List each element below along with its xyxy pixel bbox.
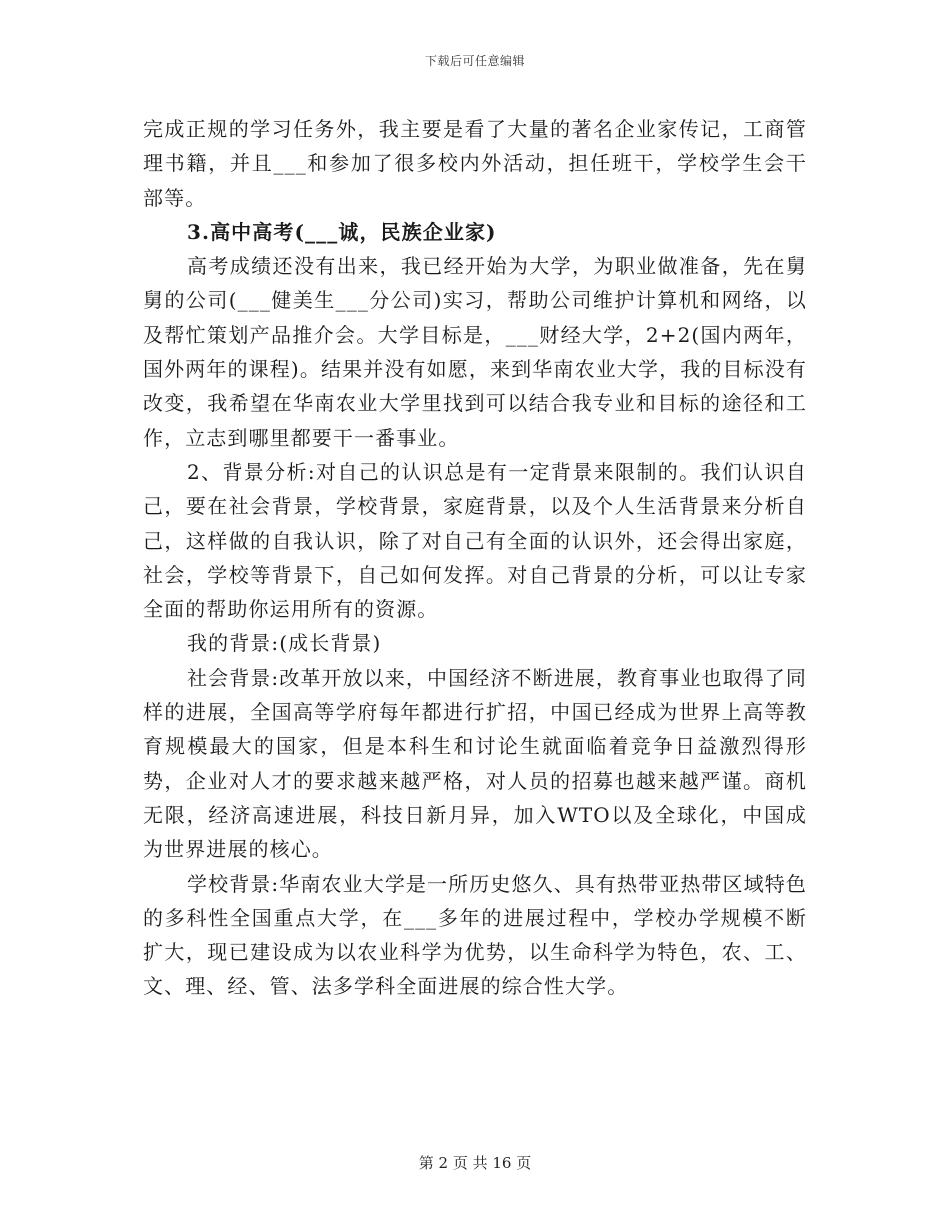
page-header-note: 下载后可任意编辑 [424, 54, 525, 68]
paragraph-background-analysis: 2、背景分析:对自己的认识总是有一定背景来限制的。我们认识自己，要在社会背景，学校背景，家庭背景，以及个人生活背景来分析自己，这样做的自我认识，除了对自己有全面的认识外，还会得出家庭，社会，学校等背景下，自己如何发挥。对自己背景的分析，可以让专家全面的帮助你运用所有的资源。 [143, 459, 807, 622]
paragraph-gaokao-preparation: 高考成绩还没有出来，我已经开始为大学，为职业做准备，先在舅舅的公司(___健美生___分公司)实习，帮助公司维护计算机和网络，以及帮忙策划产品推介会。大学目标是，___财经大学，2+2(国内两年，国外两年的课程)。结果并没有如愿，来到华南农业大学，我的目标没有改变，我希望在华南农业大学里找到可以结合我专业和目标的途径和工作，立志到哪里都要干一番事业。 [143, 254, 807, 450]
paragraph-social-background: 社会背景:改革开放以来，中国经济不断进展，教育事业也取得了同样的进展，全国高等学府每年都进行扩招，中国已经成为世界上高等教育规模最大的国家，但是本科生和讨论生就面临着竞争日益激烈得形势，企业对人才的要求越来越严格，对人员的招募也越来越严谨。商机无限，经济高速进展，科技日新月异，加入WTO以及全球化，中国成为世界进展的核心。 [143, 665, 807, 862]
paragraph-school-background: 学校背景:华南农业大学是一所历史悠久、具有热带亚热带区域特色的多科性全国重点大学，在___多年的进展过程中，学校办学规模不断扩大，现已建设成为以农业科学为优势，以生命科学为特色，农、工、文、理、经、管、法多学科全面进展的综合性大学。 [143, 871, 807, 999]
subheading-my-background: 我的背景:(成长背景) [187, 631, 382, 656]
page-number-footer: 第 2 页 共 16 页 [418, 1154, 532, 1172]
document-body [143, 112, 807, 1004]
section-heading-high-school: 3.高中高考(___诚，民族企业家) [187, 219, 497, 244]
paragraph-study-activities: 完成正规的学习任务外，我主要是看了大量的著名企业家传记，工商管理书籍，并且___和参加了很多校内外活动，担任班干，学校学生会干部等。 [143, 117, 807, 210]
